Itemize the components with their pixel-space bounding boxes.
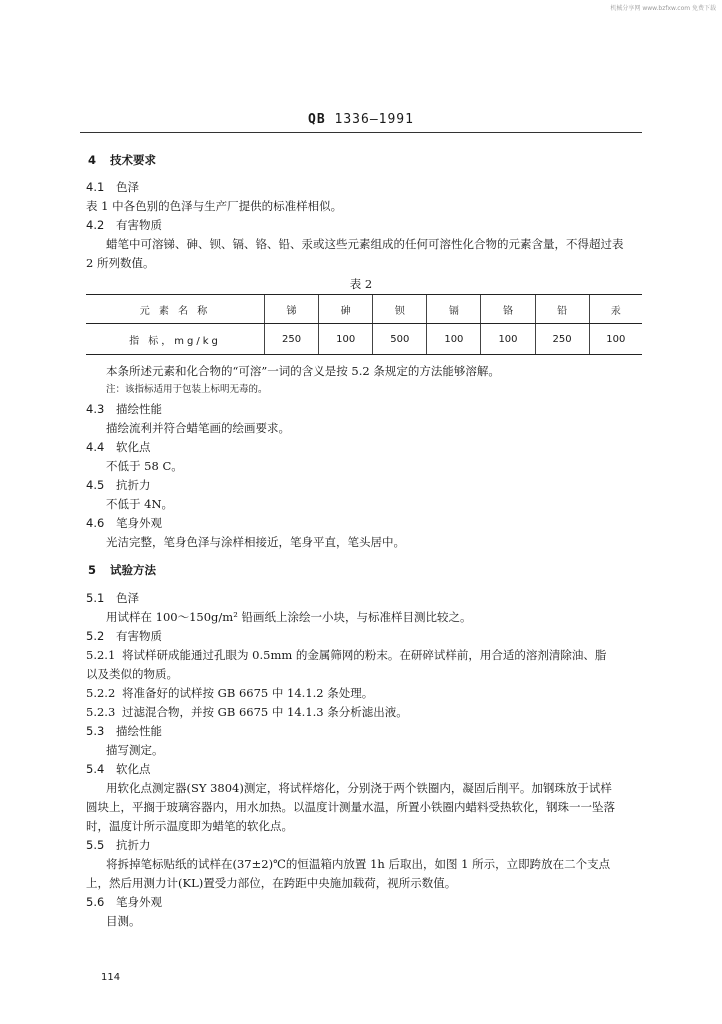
section-4-1-text: 表 1 中各色别的色泽与生产厂提供的标准样相似。 [86,199,343,213]
section-4-heading: 4 技术要求 [88,153,156,167]
section-5-1-heading: 5.1 色泽 [86,591,139,605]
section-5-6-heading: 5.6 笔身外观 [86,895,162,909]
section-4-4-text: 不低于 58 C。 [106,459,183,473]
table-header-label: 元 素 名 称 [86,295,265,324]
section-4-5-text: 不低于 4N。 [106,497,174,511]
section-5-2-1-text-2: 以及类似的物质。 [86,667,178,681]
section-5-2-2-text: 5.2.2 将准备好的试样按 GB 6675 中 14.1.2 条处理。 [86,686,374,700]
table-header-cell: 砷 [319,295,373,324]
table-cell: 100 [427,324,481,355]
section-5-4-text-1: 用软化点测定器(SY 3804)测定，将试样熔化，分别浇于两个铁圈内，凝固后削平。加钢珠放于试样 [106,781,612,795]
table-cell: 100 [481,324,535,355]
section-5-1-text: 用试样在 100～150g/m² 铅画纸上涂绘一小块，与标准样目测比较之。 [106,610,472,624]
section-5-2-1-text-1: 5.2.1 将试样研成能通过孔眼为 0.5mm 的金属筛网的粉末。在研碎试样前，用合适的溶剂清除油、脂 [86,648,607,662]
section-5-4-text-3: 时，温度计所示温度即为蜡笔的软化点。 [86,819,293,833]
table-header-cell: 钡 [373,295,427,324]
section-5-5-text-1: 将拆掉笔标贴纸的试样在(37±2)℃的恒温箱内放置 1h 后取出，如图 1 所示，立即跨放在二个支点 [106,857,611,871]
section-4-2-heading: 4.2 有害物质 [86,218,162,232]
table-cell: 500 [373,324,427,355]
section-4-4-heading: 4.4 软化点 [86,440,151,454]
section-5-6-text: 目测。 [106,914,141,928]
standard-header [0,112,722,127]
section-5-2-3-text: 5.2.3 过滤混合物，并按 GB 6675 中 14.1.3 条分析滤出液。 [86,705,408,719]
table-header-cell: 铬 [481,295,535,324]
header-rule [80,132,642,133]
section-4-6-text: 光洁完整，笔身色泽与涂样相接近，笔身平直，笔头居中。 [106,535,405,549]
table-cell: 100 [589,324,642,355]
section-5-5-heading: 5.5 抗折力 [86,838,151,852]
section-5-3-heading: 5.3 描绘性能 [86,724,162,738]
page-number: 114 [101,972,121,983]
table-explanation: 本条所述元素和化合物的“可溶”一词的含义是按 5.2 条规定的方法能够溶解。 [106,364,500,378]
section-4-6-heading: 4.6 笔身外观 [86,516,162,530]
table-cell: 100 [319,324,373,355]
section-4-2-text-1: 蜡笔中可溶锑、砷、钡、镉、铬、铅、汞或这些元素组成的任何可溶性化合物的元素含量，不得超过表 [106,237,624,251]
table-header-cell: 锑 [265,295,319,324]
table-header-cell: 汞 [589,295,642,324]
section-4-3-heading: 4.3 描绘性能 [86,402,162,416]
standard-code: QB [308,112,326,127]
section-5-4-heading: 5.4 软化点 [86,762,151,776]
table-header-cell: 镉 [427,295,481,324]
section-4-2-text-2: 2 所列数值。 [86,256,155,270]
section-4-1-heading: 4.1 色泽 [86,180,139,194]
table-cell: 250 [265,324,319,355]
table-cell: 250 [535,324,589,355]
section-4-3-text: 描绘流利并符合蜡笔画的绘画要求。 [106,421,290,435]
standard-number: 1336—1991 [334,112,414,127]
section-5-5-text-2: 上，然后用测力计(KL)置受力部位，在跨距中央施加载荷，视所示数值。 [86,876,457,890]
table-row [86,324,642,355]
table-header-row [86,295,642,324]
table-row-label: 指 标，mg/kg [86,324,265,355]
section-5-3-text: 描写测定。 [106,743,164,757]
section-4-5-heading: 4.5 抗折力 [86,478,151,492]
table-note: 注：该指标适用于包装上标明无毒的。 [106,384,268,395]
table-header-cell: 铅 [535,295,589,324]
hazard-limit-table [86,294,642,355]
section-5-4-text-2: 圆块上，平搁于玻璃容器内，用水加热。以温度计测量水温，所置小铁圈内蜡料受热软化，钢珠一一坠落 [86,800,615,814]
watermark: 机械分享网 www.bzfxw.com 免费下载 [610,5,716,12]
section-5-heading: 5 试验方法 [88,563,156,577]
section-5-2-heading: 5.2 有害物质 [86,629,162,643]
table-caption: 表 2 [349,277,373,291]
